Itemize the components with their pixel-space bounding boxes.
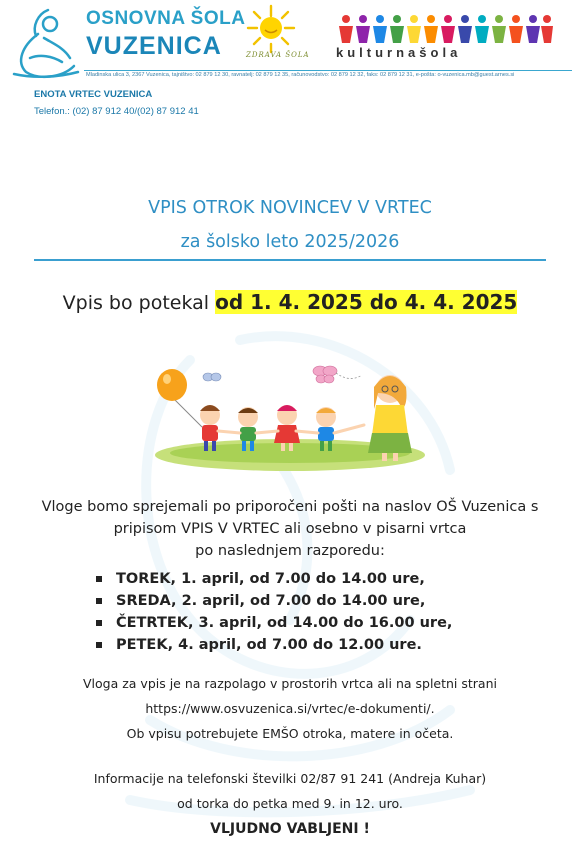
zdrava-sola-label: ZDRAVA ŠOLA (246, 51, 310, 59)
intro-line-3: po naslednjem razporedu: (195, 543, 385, 559)
intro-paragraph (0, 496, 580, 562)
page-title: VPIS OTROK NOVINCEV V VRTEC (148, 198, 432, 218)
enrollment-dates (0, 290, 580, 314)
contact-info: Informacije na telefonski številki 02/87 91 241 (Andreja Kuhar) (93, 771, 487, 786)
application-availability: Vloga za vpis je na razpolago v prostorih vrtca ali na spletni strani (82, 676, 497, 691)
children-teacher-illustration (150, 363, 440, 473)
bullet-icon (96, 642, 102, 648)
intro-line-2: pripisom VPIS V VRTEC ali osebno v pisarni vrtca (113, 521, 467, 537)
bullet-icon (96, 576, 102, 582)
schedule-item: TOREK, 1. april, od 7.00 do 14.00 ure, (96, 568, 452, 590)
kulturna-sola-people-logo-icon (338, 14, 553, 44)
kulturna-sola-label: kulturnašola (336, 45, 462, 60)
schedule-item: PETEK, 4. april, od 7.00 do 12.00 ure. (96, 634, 452, 656)
bullet-icon (96, 598, 102, 604)
contact-hours: od torka do petka med 9. in 12. uro. (177, 796, 403, 811)
school-name-line2: VUZENICA (86, 32, 222, 60)
enrollment-prefix: Vpis bo potekal (62, 292, 210, 314)
schedule-list (96, 568, 452, 656)
schedule-item: ČETRTEK, 3. april, od 14.00 do 16.00 ure, (96, 612, 452, 634)
school-address: Mladinska ulica 3, 2367 Vuzenica, tajništvo: 02 879 12 30, ravnatelj: 02 879 12 35, računovodstvo: 02 879 12 32, faks: 02 879 12 31, e-pošta: o-vuzenica.mb@guest.arnes.si (86, 72, 515, 78)
bullet-icon (96, 620, 102, 626)
intro-line-1: Vloge bomo sprejemali po priporočeni pošti na naslov OŠ Vuzenica s (41, 499, 539, 515)
page-subtitle: za šolsko leto 2025/2026 (180, 232, 400, 252)
school-name-line1: OSNOVNA ŠOLA (86, 8, 246, 29)
closing-invitation: VLJUDNO VABLJENI ! (210, 821, 370, 837)
title-divider (34, 259, 546, 261)
application-url[interactable]: https://www.osvuzenica.si/vrtec/e-dokumenti/. (145, 701, 435, 716)
required-documents: Ob vpisu potrebujete EMŠO otroka, matere in očeta. (126, 726, 454, 741)
schedule-item: SREDA, 2. april, od 7.00 do 14.00 ure, (96, 590, 452, 612)
enrollment-date-range: od 1. 4. 2025 do 4. 4. 2025 (215, 290, 518, 314)
header-divider (84, 70, 572, 71)
unit-name: ENOTA VRTEC VUZENICA (34, 89, 153, 100)
unit-phone: Telefon.: (02) 87 912 40/(02) 87 912 41 (34, 106, 199, 117)
school-logo-icon (8, 4, 82, 80)
